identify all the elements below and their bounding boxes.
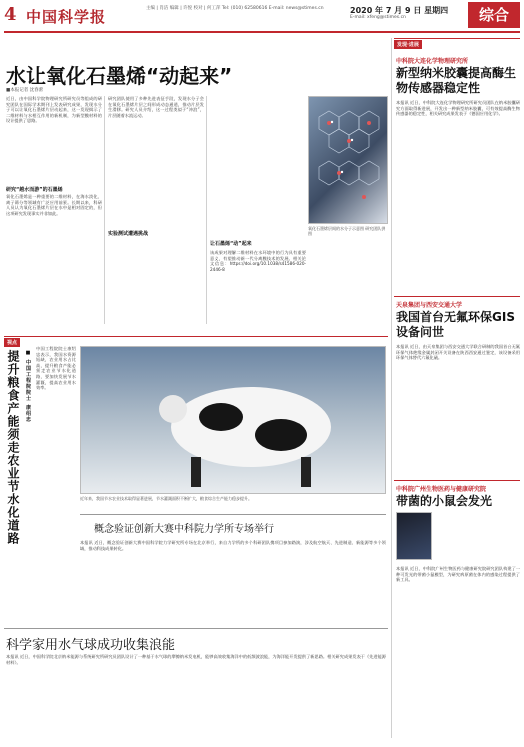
bottom-title: 科学家用水气球成功收集浪能 [6, 638, 176, 653]
issue-date: 2020 年 7 月 9 日 星期四 [350, 6, 449, 15]
bottom-rule [4, 628, 388, 629]
page-number: 4 [4, 4, 17, 25]
cow-photo-caption: 近年来，我国节水农业技术取得显著进展，节水灌溉面积不断扩大，粮食综合生产能力稳步提升。 [80, 496, 252, 501]
feature-rule [4, 336, 388, 337]
lead-body-4: 该成果对理解二维材料在水环境中的行为具有重要意义，有望推动新一代分离膜技术的发展。相关论文信息：https://doi.org/10.1038/s41586-020-2446-8 [210, 250, 306, 272]
feature-title: 提升粮食产能须走农业节水化道路 [6, 350, 20, 545]
right-rule [394, 296, 520, 297]
lead-body-1: 近日，由中国科学院物理研究所研究员等组成的研究团队在国际学术期刊上发表研究成果，发现水分子可以让氧化石墨烯片层动起来，这一发现揭示了二维材料与水相互作用的新机制，为新型膜材料的设计提供了思路。 [6, 96, 102, 124]
right-article-1-source: 中科院大连化学物理研究所 [396, 58, 469, 65]
top-rule [4, 31, 520, 33]
column-rule [391, 38, 392, 738]
contest-title: 概念验证创新大赛中科院力学所专场举行 [94, 524, 274, 535]
lead-photo [308, 96, 388, 224]
lead-subhead-2: 实验测试遭遇挑战 [108, 231, 149, 237]
lead-byline: ■本报记者 沈春蕾 [6, 88, 44, 93]
column-rule [104, 96, 105, 324]
masthead-info: 主编 | 肖洁 编辑 | 许悦 校对 | 何工萍 Tel: (010) 62580616 E-mail: news@stimes.cn [146, 6, 324, 11]
contest-body: 本报讯 近日，概念验证创新大赛中国科学院力学研究所专场在北京举行，来自力学所的多个科研团队携项目参加路演，涉及航空航天、先进制造、新能源等多个领域，推动科技成果转化。 [80, 540, 386, 551]
cow-photo [80, 346, 386, 494]
right-article-2-body: 本报讯 近日，由天泉集团与西安交通大学联合研制的我国首台无氟环保气体绝缘金属封闭开关设备在陕西西安通过鉴定，该设备采用环保气体替代六氟化硫。 [396, 344, 520, 361]
lead-body-2: 氧化石墨烯是一种重要的二维材料，在海水淡化、离子筛分等领域有广泛应用前景。长期以来，科研人员认为氧化石墨烯片层在水中是相对固定的，但这项研究发现事实并非如此。 [6, 194, 102, 216]
right-article-2-title: 我国首台无氟环保GIS设备问世 [396, 310, 515, 339]
right-article-1-title: 新型纳米胶囊提高酶生物传感器稳定性 [396, 66, 517, 95]
right-article-3-title: 带菌的小鼠会发光 [396, 494, 493, 508]
contest-rule [80, 514, 386, 515]
lead-headline: 水让氧化石墨烯“动起来” [6, 64, 233, 88]
lead-subhead-1: 研究“越水而游”的石墨烯 [6, 187, 63, 193]
right-rule [394, 480, 520, 481]
graphene-illustration-icon [309, 97, 387, 223]
feature-body: 中国工程院院士康绍忠表示，我国水资源短缺，农业用水占比高，提升粮食产能必须走农业节水化道路，要加快发展节水灌溉，提高农业用水效率。 [36, 346, 76, 391]
mouse-photo [396, 512, 432, 560]
right-article-3-source: 中科院广州生物医药与健康研究院 [396, 486, 487, 493]
right-article-3-body: 本报讯 近日，中科院广州生物医药与健康研究院研究团队构建了一种可发光的带菌小鼠模型，为研究病原菌在体内的感染过程提供了新工具。 [396, 566, 520, 583]
lead-subhead-3: 让石墨烯“动”起来 [210, 241, 252, 247]
newspaper-logo: 中国科学报 [26, 8, 107, 26]
right-article-1-body: 本报讯 近日，中科院大连化学物理研究所研究员团队在纳米胶囊研究方面取得新进展，开发出一种新型纳米胶囊，可有效提高酶生物传感器的稳定性，相关研究成果发表于《德国应用化学》。 [396, 100, 520, 117]
column-rule [206, 96, 207, 324]
section-tag: 综合 [468, 2, 520, 28]
right-section-label: 发现·进展 [394, 40, 422, 49]
feature-tag: 视点 [4, 338, 20, 347]
masthead-email: E-mail: xfeng@stimes.cn [350, 15, 406, 20]
right-rule [394, 38, 520, 39]
lead-body-3: 研究团队使用了多种先进表征手段，发现水分子会在氧化石墨烯片层之间形成动态通道，推动片层发生滑移。研究人员介绍，这一过程类似于“冲浪”，片层随着水流运动。 [108, 96, 204, 118]
right-article-2-source: 天泉集团与西安交通大学 [396, 302, 463, 309]
bottom-body: 本报讯 近日，中国科学院北京纳米能源与系统研究所研究员团队设计了一种基于水气球的摩擦纳米发电机，能够高效收集海洋中的低频波浪能，为海洋能开发提供了新思路。相关研究成果发表于《先进能源材料》。 [6, 654, 386, 665]
lead-photo-caption: 氧化石墨烯层间的水分子示意图 研究团队供图 [308, 226, 386, 236]
feature-author: ■ 中国工程院院士 康绍忠 [25, 350, 31, 423]
cow-illustration-icon [81, 347, 385, 493]
